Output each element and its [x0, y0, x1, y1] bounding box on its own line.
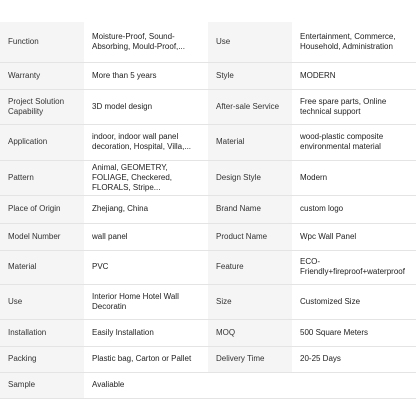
spec-value: ECO-Friendly+fireproof+waterproof: [292, 250, 416, 284]
spec-label: Packing: [0, 346, 84, 372]
spec-label: Use: [0, 284, 84, 319]
spec-value: 3D model design: [84, 89, 208, 124]
spec-label: Material: [0, 250, 84, 284]
spec-value: 500 Square Meters: [292, 319, 416, 346]
spec-value: Modern: [292, 160, 416, 195]
spec-label: After-sale Service: [208, 89, 292, 124]
spec-label: Brand Name: [208, 195, 292, 223]
spec-label: Design Style: [208, 160, 292, 195]
spec-value: wood-plastic composite environmental material: [292, 124, 416, 160]
table-row: [0, 372, 416, 398]
spec-value: Interior Home Hotel Wall Decoratin: [84, 284, 208, 319]
spec-label: Feature: [208, 250, 292, 284]
spec-value: wall panel: [84, 223, 208, 250]
spec-label: Project Solution Capability: [0, 89, 84, 124]
spec-label: Delivery Time: [208, 346, 292, 372]
spec-value: custom logo: [292, 195, 416, 223]
spec-value: Moisture-Proof, Sound-Absorbing, Mould-Proof,...: [84, 22, 208, 62]
table-row: [0, 195, 416, 223]
spec-value: 20-25 Days: [292, 346, 416, 372]
spec-label: Product Name: [208, 223, 292, 250]
spec-label: Place of Origin: [0, 195, 84, 223]
spec-value: Wpc Wall Panel: [292, 223, 416, 250]
spec-label: Material: [208, 124, 292, 160]
spec-value: Customized Size: [292, 284, 416, 319]
spec-value: Animal, GEOMETRY, FOLIAGE, Checkered, FLORALS, Stripe...: [84, 160, 208, 195]
table-row: [0, 223, 416, 250]
table-row: [0, 62, 416, 89]
spec-value: MODERN: [292, 62, 416, 89]
spec-value: Avaliable: [84, 372, 208, 398]
spec-label: Use: [208, 22, 292, 62]
table-row: [0, 284, 416, 319]
spec-label: Sample: [0, 372, 84, 398]
spec-label: Size: [208, 284, 292, 319]
spec-label: Style: [208, 62, 292, 89]
table-row: [0, 89, 416, 124]
table-row: [0, 319, 416, 346]
table-row: [0, 346, 416, 372]
spec-value: Entertainment, Commerce, Household, Administration: [292, 22, 416, 62]
table-row: [0, 160, 416, 195]
spec-label: Model Number: [0, 223, 84, 250]
spec-label: [208, 372, 292, 398]
spec-value: More than 5 years: [84, 62, 208, 89]
spec-label: Installation: [0, 319, 84, 346]
spec-label: Warranty: [0, 62, 84, 89]
table-row: [0, 124, 416, 160]
spec-value: Zhejiang, China: [84, 195, 208, 223]
spec-label: Pattern: [0, 160, 84, 195]
spec-label: Function: [0, 22, 84, 62]
spec-value: [292, 372, 416, 398]
spec-label: MOQ: [208, 319, 292, 346]
spec-value: Plastic bag, Carton or Pallet: [84, 346, 208, 372]
table-row: [0, 250, 416, 284]
spec-value: indoor, indoor wall panel decoration, Hospital, Villa,...: [84, 124, 208, 160]
product-specifications-table: [0, 22, 416, 399]
spec-value: Free spare parts, Online technical support: [292, 89, 416, 124]
table-row: [0, 22, 416, 62]
spec-value: Easily Installation: [84, 319, 208, 346]
spec-label: Application: [0, 124, 84, 160]
spec-value: PVC: [84, 250, 208, 284]
